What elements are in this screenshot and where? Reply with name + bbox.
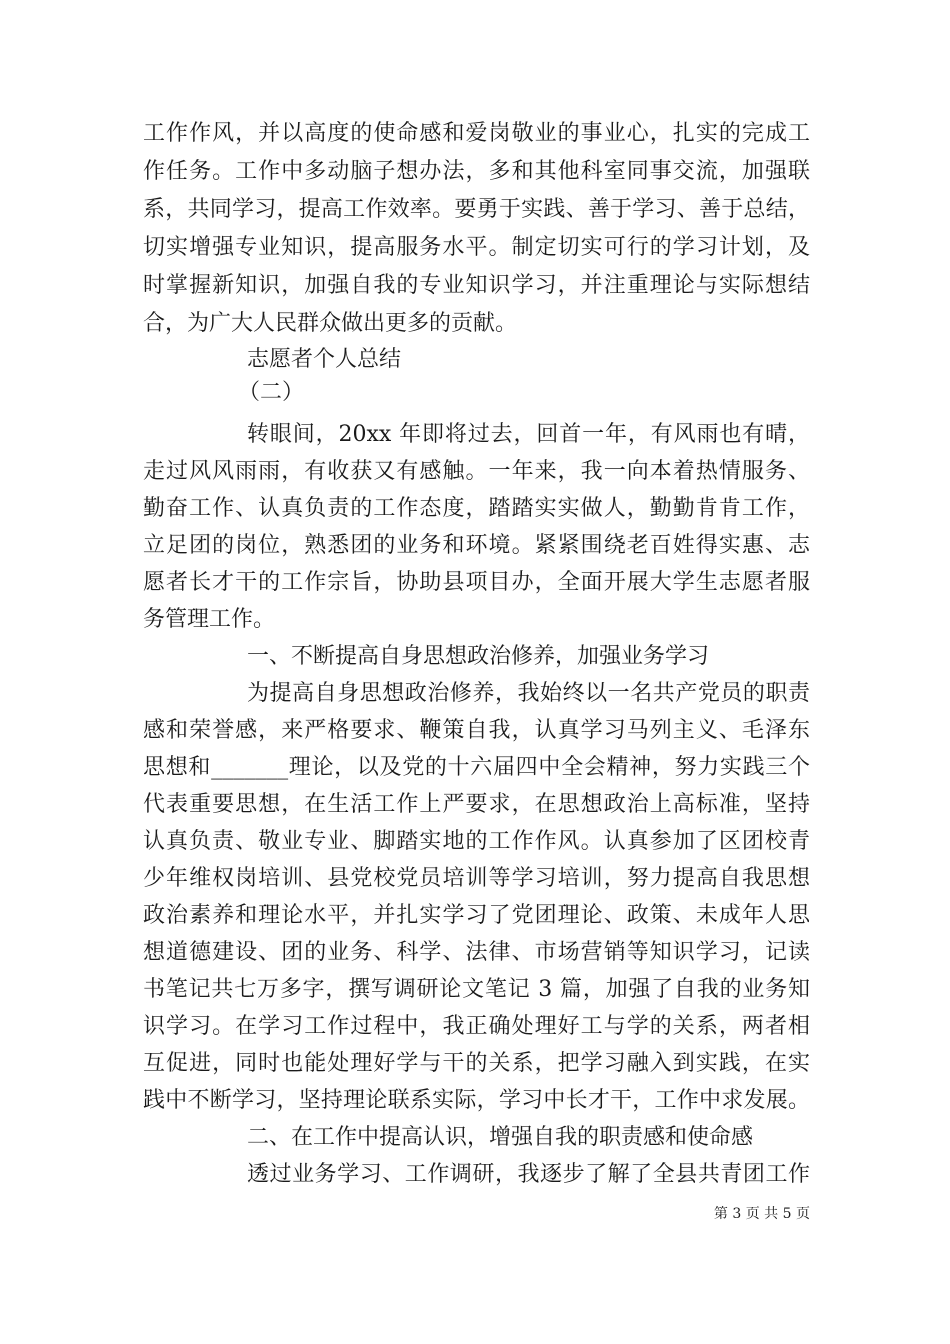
text-line: 转眼间，20xx 年即将过去，回首一年，有风雨也有晴， bbox=[247, 422, 810, 447]
text-line: 识学习。在学习工作过程中，我正确处理好工与学的关系，两者相 bbox=[143, 1014, 810, 1039]
text-line: 为提高自身思想政治修养，我始终以一名共产党员的职责 bbox=[247, 681, 810, 706]
text-line: 政治素养和理论水平，并扎实学习了党团理论、政策、未成年人思 bbox=[143, 903, 810, 928]
text-line: 互促进，同时也能处理好学与干的关系，把学习融入到实践，在实 bbox=[143, 1051, 810, 1076]
text-line: 切实增强专业知识，提高服务水平。制定切实可行的学习计划，及 bbox=[143, 235, 810, 260]
text-line: 践中不断学习，坚持理论联系实际，学习中长才干，工作中求发展。 bbox=[143, 1088, 810, 1113]
text-line: 透过业务学习、工作调研，我逐步了解了全县共青团工作 bbox=[247, 1162, 810, 1187]
text-line: 勤奋工作、认真负责的工作态度，踏踏实实做人，勤勤肯肯工作， bbox=[143, 496, 810, 521]
text-line: 愿者长才干的工作宗旨，协助县项目办，全面开展大学生志愿者服 bbox=[143, 570, 810, 595]
text-line: 作任务。工作中多动脑子想办法，多和其他科室同事交流，加强联 bbox=[143, 159, 810, 184]
heading-one: 一、不断提高自身思想政治修养，加强业务学习 bbox=[247, 644, 710, 669]
text-line: 务管理工作。 bbox=[143, 607, 276, 632]
text-line: 工作作风，并以高度的使命感和爱岗敬业的事业心，扎实的完成工 bbox=[143, 121, 810, 146]
text-line: 想道德建设、团的业务、科学、法律、市场营销等知识学习，记读 bbox=[143, 940, 810, 965]
text-line: 走过风风雨雨，有收获又有感触。一年来，我一向本着热情服务、 bbox=[143, 459, 810, 484]
text-line: 时掌握新知识，加强自我的专业知识学习，并注重理论与实际想结 bbox=[143, 273, 810, 298]
section-subtitle: （二） bbox=[238, 380, 305, 405]
page-number-footer: 第 3 页 共 5 页 bbox=[713, 1206, 810, 1222]
text-line: 认真负责、敬业专业、脚踏实地的工作作风。认真参加了区团校青 bbox=[143, 829, 810, 854]
text-line: 思想和_______理论，以及党的十六届四中全会精神，努力实践三个 bbox=[143, 755, 810, 780]
text-line: 系，共同学习，提高工作效率。要勇于实践、善于学习、善于总结， bbox=[143, 197, 810, 222]
text-line: 合，为广大人民群众做出更多的贡献。 bbox=[143, 311, 518, 336]
text-line: 代表重要思想，在生活工作上严要求，在思想政治上高标准，坚持 bbox=[143, 792, 810, 817]
section-title: 志愿者个人总结 bbox=[247, 347, 402, 372]
text-line: 立足团的岗位，熟悉团的业务和环境。紧紧围绕老百姓得实惠、志 bbox=[143, 533, 810, 558]
text-line: 少年维权岗培训、县党校党员培训等学习培训，努力提高自我思想 bbox=[143, 866, 810, 891]
heading-two: 二、在工作中提高认识，增强自我的职责感和使命感 bbox=[247, 1125, 754, 1150]
text-line: 书笔记共七万多字，撰写调研论文笔记 3 篇，加强了自我的业务知 bbox=[143, 977, 810, 1002]
text-line: 感和荣誉感，来严格要求、鞭策自我，认真学习马列主义、毛泽东 bbox=[143, 718, 810, 743]
